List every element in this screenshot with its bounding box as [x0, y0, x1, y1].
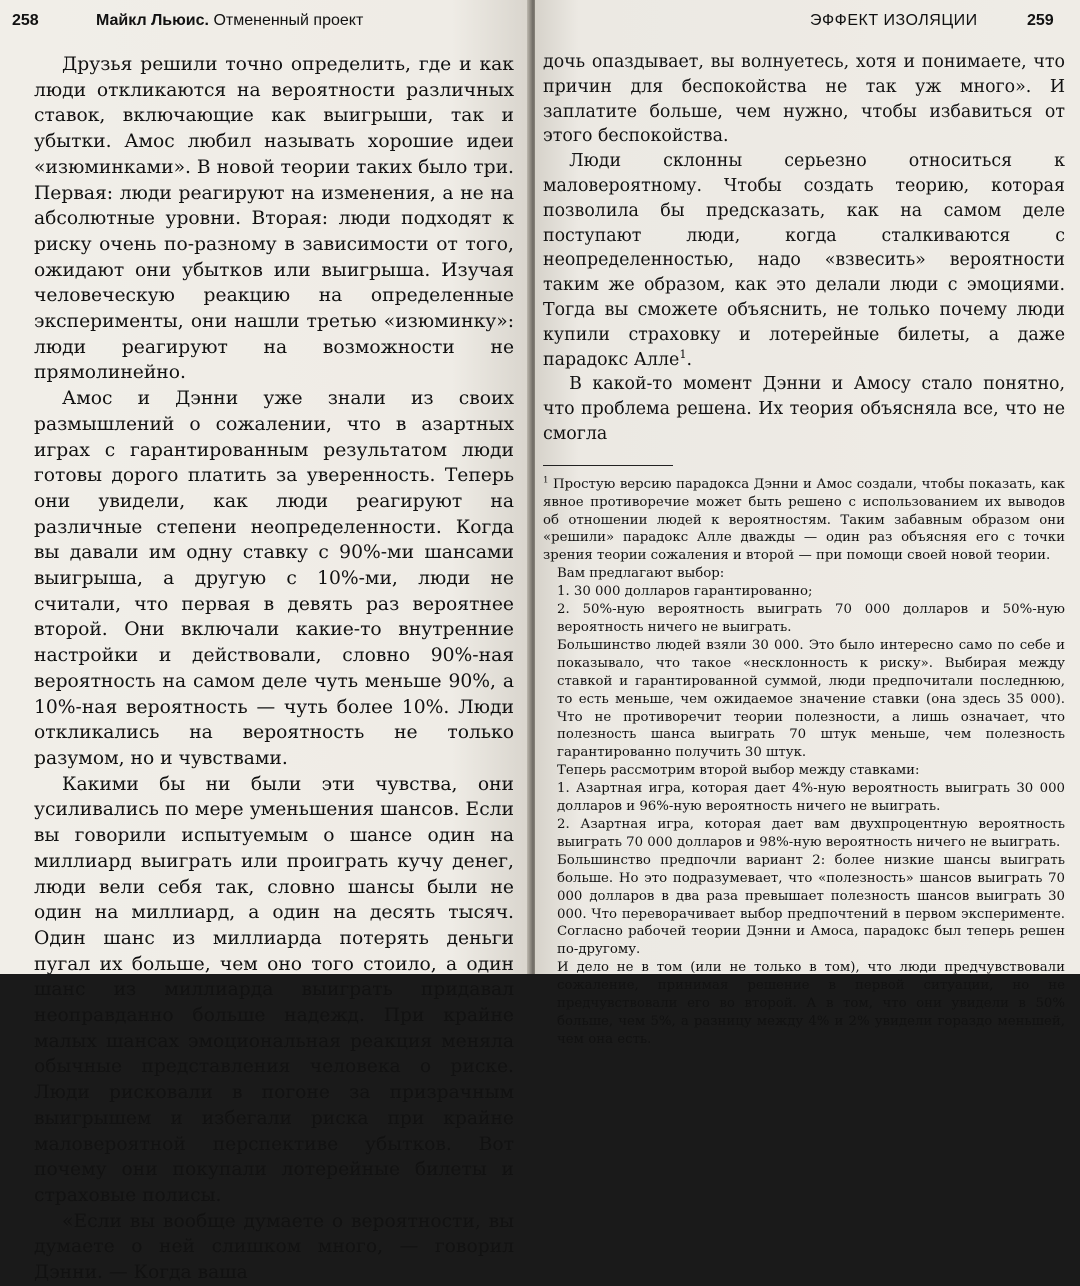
left-page [0, 0, 531, 1284]
footnote-choice: 1. Азартная игра, которая дает 4%-ную вероятность выиграть 30 000 долларов и 96%-ную вероятность ничего не выиграть. [557, 781, 1065, 815]
right-running-header: ЭФФЕКТ ИЗОЛЯЦИИ [810, 12, 978, 29]
footnote-choice: 2. Азартная игра, которая дает вам двухпроцентную вероятность выиграть 70 000 долларов и 98%-ную вероятность ничего не выиграть. [557, 816, 1065, 850]
right-page-body [543, 50, 1065, 1049]
left-page-number: 258 [12, 12, 39, 29]
left-running-header [96, 12, 363, 30]
paragraph-continuation: дочь опаздывает, вы волнуетесь, хотя и понимаете, что причин для беспокойства не так уж много». И заплатите больше, чем нужно, чтобы избавиться от этого беспокойства. [543, 52, 1065, 147]
footnote [543, 476, 1065, 1049]
footnote-intro: $^1$ Простую версию парадокса Дэнни и Амос создали, чтобы показать, как явное противоречие может быть решено с использованием их выводов об отношении людей к вероятностям. Таким забавным образом они «решили» парадокс Алле дважды — один раз объясняя его с точки зрения теории сожаления и второй — при помощи своей новой теории. [543, 475, 1065, 564]
footnote-text: Большинство людей взяли 30 000. Это было интересно само по себе и показывало, что такое «несклонность к риску». Выбирая между ставкой и гарантированной суммой, люди предпочитали последнюю, то есть меньше, чем ожидаемое значение ставки (она здесь 35 000). Что не противоречит теории полезности, а лишь означает, что полезность шанса выиграть 70 штук меньше, чем полезность гарантированно получить 30 штук. [557, 637, 1065, 761]
paragraph: Какими бы ни были эти чувства, они усиливались по мере уменьшения шансов. Если вы говорили испытуемым о шансе один на миллиард выиграть или проиграть кучу денег, люди вели себя так, словно шансы были не один на миллиард, а один на десять тысяч. Один шанс из миллиарда потерять деньги пугал их больше, чем оно того стоило, а один шанс из миллиарда выиграть придавал неоправданно больше надежд. При крайне малых шансах эмоциональная реакция меняла обычные представления человека о риске. Люди рисковали в погоне за призрачным выигрышем и избегали риска при крайне маловероятной перспективе убытков. Вот почему они покупали лотерейные билеты и страховые полисы. [34, 773, 514, 1206]
right-page-number: 259 [1027, 12, 1054, 29]
paragraph: В какой-то момент Дэнни и Амосу стало понятно, что проблема решена. Их теория объясняла все, что не смогла [543, 374, 1065, 444]
paragraph: Друзья решили точно определить, где и как люди откликаются на вероятности различных ставок, включающие как выигрыши, так и убытки. Амос любил называть хорошие идеи «изюминками». В новой теории таких было три. Первая: люди реагируют на изменения, а не на абсолютные уровни. Вторая: люди подходят к риску очень по-разному в зависимости от того, ожидают они убытков или выигрыша. Изучая человеческую реакцию на определенные эксперименты, они нашли третью «изюминку»: люди реагируют на возможности не прямолинейно. [34, 54, 514, 384]
footnote-choice: 2. 50%-ную вероятность выиграть 70 000 долларов и 50%-ную вероятность ничего не выиграть. [557, 602, 1065, 635]
book-author: Майкл Льюис. [96, 12, 209, 29]
paragraph: Амос и Дэнни уже знали из своих размышлений о сожалении, что в азартных играх с гарантированным результатом люди готовы дорого платить за уверенность. Теперь они увидели, как люди реагируют на различные степени неопределенности. Когда вы давали им одну ставку с 90%-ми шансами выигрыша, а другую с 10%-ми, люди не считали, что первая в девять раз вероятнее второй. Они включали какие-то внутренние настройки и действовали, словно 90%-ная вероятность на самом деле чуть меньше 90%, а 10%-ная вероятность — чуть более 10%. Люди откликались на вероятность не только разумом, но и чувствами. [34, 388, 514, 769]
right-page [535, 0, 1080, 1047]
footnote-marker: 1 [679, 347, 687, 361]
book-title: Отмененный проект [213, 12, 364, 29]
footnote-text: Большинство предпочли вариант 2: более низкие шансы выиграть больше. Но это подразумевает, что «полезность» шансов выиграть 70 000 долларов в два раза превышает полезность шансов выиграть 30 000. Что переворачивает выбор предпочтений в первом эксперименте. Согласно рабочей теории Дэнни и Амоса, парадокс был теперь решен по-другому. [557, 852, 1065, 958]
footnote-text: И дело не в том (или не только в том), что люди предчувствовали сожаление, принимая решение в первой ситуации, но не предчувствовали его во второй. А в том, что они увидели в 50% больше, чем 5%, а разницу между 4% и 2% увидели гораздо меньшей, чем она есть. [557, 960, 1065, 1047]
paragraph: «Если вы вообще думаете о вероятности, вы думаете о ней слишком много, — говорил Дэнни. — Когда ваша [34, 1210, 514, 1284]
footnote-choice: 1. 30 000 долларов гарантированно; [557, 584, 813, 600]
left-page-body [34, 52, 514, 1286]
footnote-divider [543, 465, 673, 466]
footnote-offer: Теперь рассмотрим второй выбор между ставками: [557, 763, 920, 779]
paragraph: Люди склонны серьезно относиться к маловероятному. Чтобы создать теорию, которая позволила бы предсказать, как на самом деле поступают люди, когда сталкиваются с неопределенностью, надо «взвесить» вероятности таким же образом, как это делали люди с эмоциями. Тогда вы сможете объяснить, не только почему люди купили страховку и лотерейные билеты, а даже парадокс Алле$^1$. [543, 151, 1065, 370]
footnote-offer: Вам предлагают выбор: [557, 566, 725, 582]
